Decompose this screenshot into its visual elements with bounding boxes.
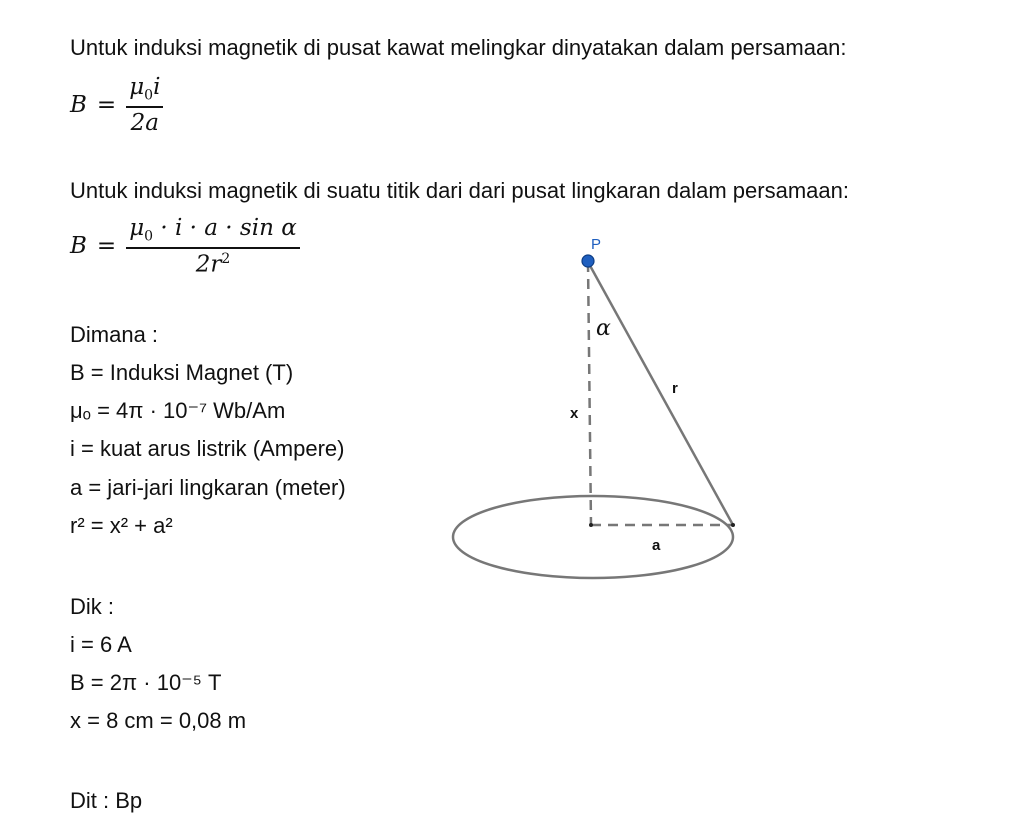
r-label: r xyxy=(672,380,678,397)
denominator: 2a xyxy=(130,109,159,136)
denominator-exp: 2 xyxy=(221,250,231,267)
known-item: i = 6 A xyxy=(70,632,132,657)
known-item: B = 2π · 10⁻⁵ T xyxy=(70,670,222,695)
legend-item: a = jari-jari lingkaran (meter) xyxy=(70,475,346,500)
a-label: a xyxy=(652,537,661,554)
formula-eq: = xyxy=(96,91,117,118)
legend-item: i = kuat arus listrik (Ampere) xyxy=(70,436,345,461)
formula-center xyxy=(70,74,163,136)
mu-sub: 0 xyxy=(144,228,154,245)
mu: μ xyxy=(129,74,145,100)
edge-dot xyxy=(731,523,735,527)
asked-title: Dit : Bp xyxy=(70,788,143,813)
legend-item: B = Induksi Magnet (T) xyxy=(70,360,294,385)
x-label: x xyxy=(570,405,579,422)
denominator-base: 2r xyxy=(195,251,222,278)
mu: μ xyxy=(129,215,145,241)
section2-intro: Untuk induksi magnetik di suatu titik dari dari pusat lingkaran dalam persamaan: xyxy=(70,178,849,203)
hypotenuse-r xyxy=(588,262,733,525)
legend-item: r² = x² + a² xyxy=(70,513,173,538)
current-loop xyxy=(453,496,733,578)
angle-label: α xyxy=(596,316,611,341)
formula-point xyxy=(70,215,300,277)
legend-title: Dimana : xyxy=(70,322,159,347)
point-p xyxy=(582,255,594,267)
point-label: P xyxy=(591,236,602,253)
section1-intro: Untuk induksi magnetik di pusat kawat melingkar dinyatakan dalam persamaan: xyxy=(70,35,847,60)
fraction xyxy=(126,215,300,277)
known-title: Dik : xyxy=(70,594,114,619)
known-item: x = 8 cm = 0,08 m xyxy=(70,708,247,733)
formula-eq: = xyxy=(96,233,117,260)
fraction xyxy=(126,74,163,136)
axis-x-dashed xyxy=(588,262,591,525)
numerator-rest: i xyxy=(153,74,161,100)
loop-diagram xyxy=(440,225,760,595)
center-dot xyxy=(589,523,593,527)
formula-lhs: B xyxy=(70,233,87,260)
formula-lhs: B xyxy=(70,91,87,118)
numerator-rest: · i · a · sin α xyxy=(153,215,297,241)
mu-sub: 0 xyxy=(144,87,154,104)
legend-item: μₒ = 4π · 10⁻⁷ Wb/Am xyxy=(70,398,286,423)
